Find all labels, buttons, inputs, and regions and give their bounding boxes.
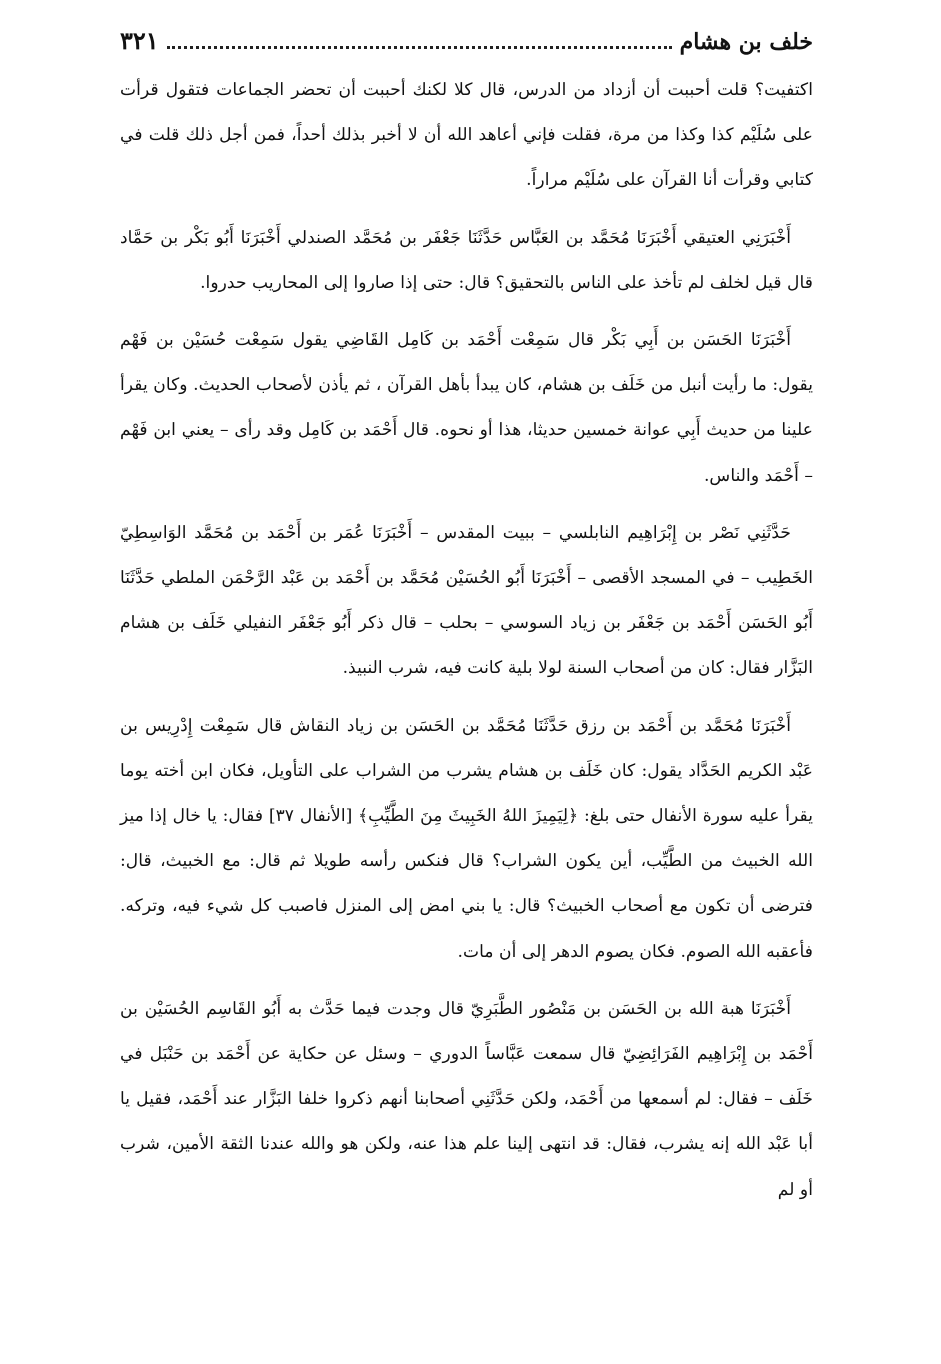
paragraph: أَخْبَرَنَا الحَسَن بن أَبِي بَكْر قال سَمِعْت أَحْمَد بن كَامِل القَاضِي يقول سَمِعْت حُسَيْن بن فَهْم يقول: ما رأيت أنبل من خَلَف بن هشام، كان يبدأ بأهل القرآن ، ثم يأذن لأصحاب الحديث. وكان يقرأ علينا من حديث أَبِي عوانة خمسين حديثا، هذا أو نحوه. قال أَحْمَد بن كَامِل وقد رأى – يعني ابن فَهْم – أَحْمَد والناس. xyxy=(120,330,813,486)
running-title: خلف بن هشام xyxy=(679,29,813,55)
paragraph: أَخْبَرَنَا مُحَمَّد بن أَحْمَد بن رزق حَدَّثَنَا مُحَمَّد بن الحَسَن بن زياد النقاش قال سَمِعْت إِدْرِيس بن عَبْد الكريم الحَدَّاد يقول: كان خَلَف بن هشام يشرب من الشراب على التأويل، فكان ابن أخته يوما يقرأ عليه سورة الأنفال حتى بلغ: ﴿لِيَمِيزَ اللهُ الخَبِيثَ مِنَ الطَّيِّبِ﴾ [الأنفال ٣٧] فقال: يا خال إذا ميز الله الخبيث من الطَّيِّب، أين يكون الشراب؟ قال فنكس رأسه طويلا ثم قال: مع الخبيث، قال: فترضى أن تكون مع أصحاب الخبيث؟ قال: يا بني امض إلى المنزل فاصبب كل شيء فيه، وتركه. فأعقبه الله الصوم. فكان يصوم الدهر إلى أن مات. xyxy=(120,715,813,962)
paragraph: حَدَّثَنِي نَصْر بن إِبْرَاهِيم النابلسي – ببيت المقدس – أَخْبَرَنَا عُمَر بن أَحْمَد بن مُحَمَّد الوَاسِطِيّ الخَطِيب – في المسجد الأقصى – أَخْبَرَنَا أَبُو الحُسَيْن مُحَمَّد بن أَحْمَد بن عَبْد الرَّحْمَن الملطي حَدَّثَنَا أَبُو الحَسَن أَحْمَد بن جَعْفَر بن زياد السوسي – بحلب – قال ذكر أَبُو جَعْفَر النفيلي خَلَف بن هشام البَزَّار فقال: كان من أصحاب السنة لولا بلية كانت فيه، شرب النبيذ. xyxy=(120,522,813,679)
paragraph-continuation: اكتفيت؟ قلت أحببت أن أزداد من الدرس، قال كلا لكنك أحببت أن تحضر الجماعات فتقول قرأت على سُلَيْم كذا وكذا من مرة، فقلت فإني أعاهد الله أن لا أخبر بذلك أحداً، فمن أجل ذلك قلت في كتابي وقرأت أنا القرآن على سُلَيْم مراراً. xyxy=(120,80,813,191)
paragraph: أَخْبَرَنِي العتيقي أَخْبَرَنَا مُحَمَّد بن العَبَّاس حَدَّثَنَا جَعْفَر بن مُحَمَّد الصندلي أَخْبَرَنَا أَبُو بَكْر بن حَمَّاد قال قيل لخلف لم تأخذ على الناس بالتحقيق؟ قال: حتى إذا صاروا إلى المحاريب حدروا. xyxy=(120,227,813,293)
paragraph: أَخْبَرَنَا هبة الله بن الحَسَن بن مَنْصُور الطَّبَرِيّ قال وجدت فيما حَدَّث به أَبُو القَاسِم الحُسَيْن بن أَحْمَد بن إِبْرَاهِيم الفَرَائِضِيّ قال سمعت عَبَّاساً الدوري – وسئل عن حكاية عن أَحْمَد بن حَنْبَل في خَلَف – فقال: لم أسمعها من أَحْمَد، ولكن حَدَّثَنِي أصحابنا أنهم ذكروا خلفا البَزَّار عند أَحْمَد، فقيل يا أبا عَبْد الله إنه يشرب، فقال: قد انتهى إلينا علم هذا عنه، ولكن هو والله عندنا الثقة الأمين، شرب أو لم xyxy=(120,998,813,1200)
dotted-leader xyxy=(167,32,672,49)
running-head xyxy=(120,26,813,66)
body-text xyxy=(120,68,813,1213)
page-number: ٣٢١ xyxy=(120,26,159,55)
